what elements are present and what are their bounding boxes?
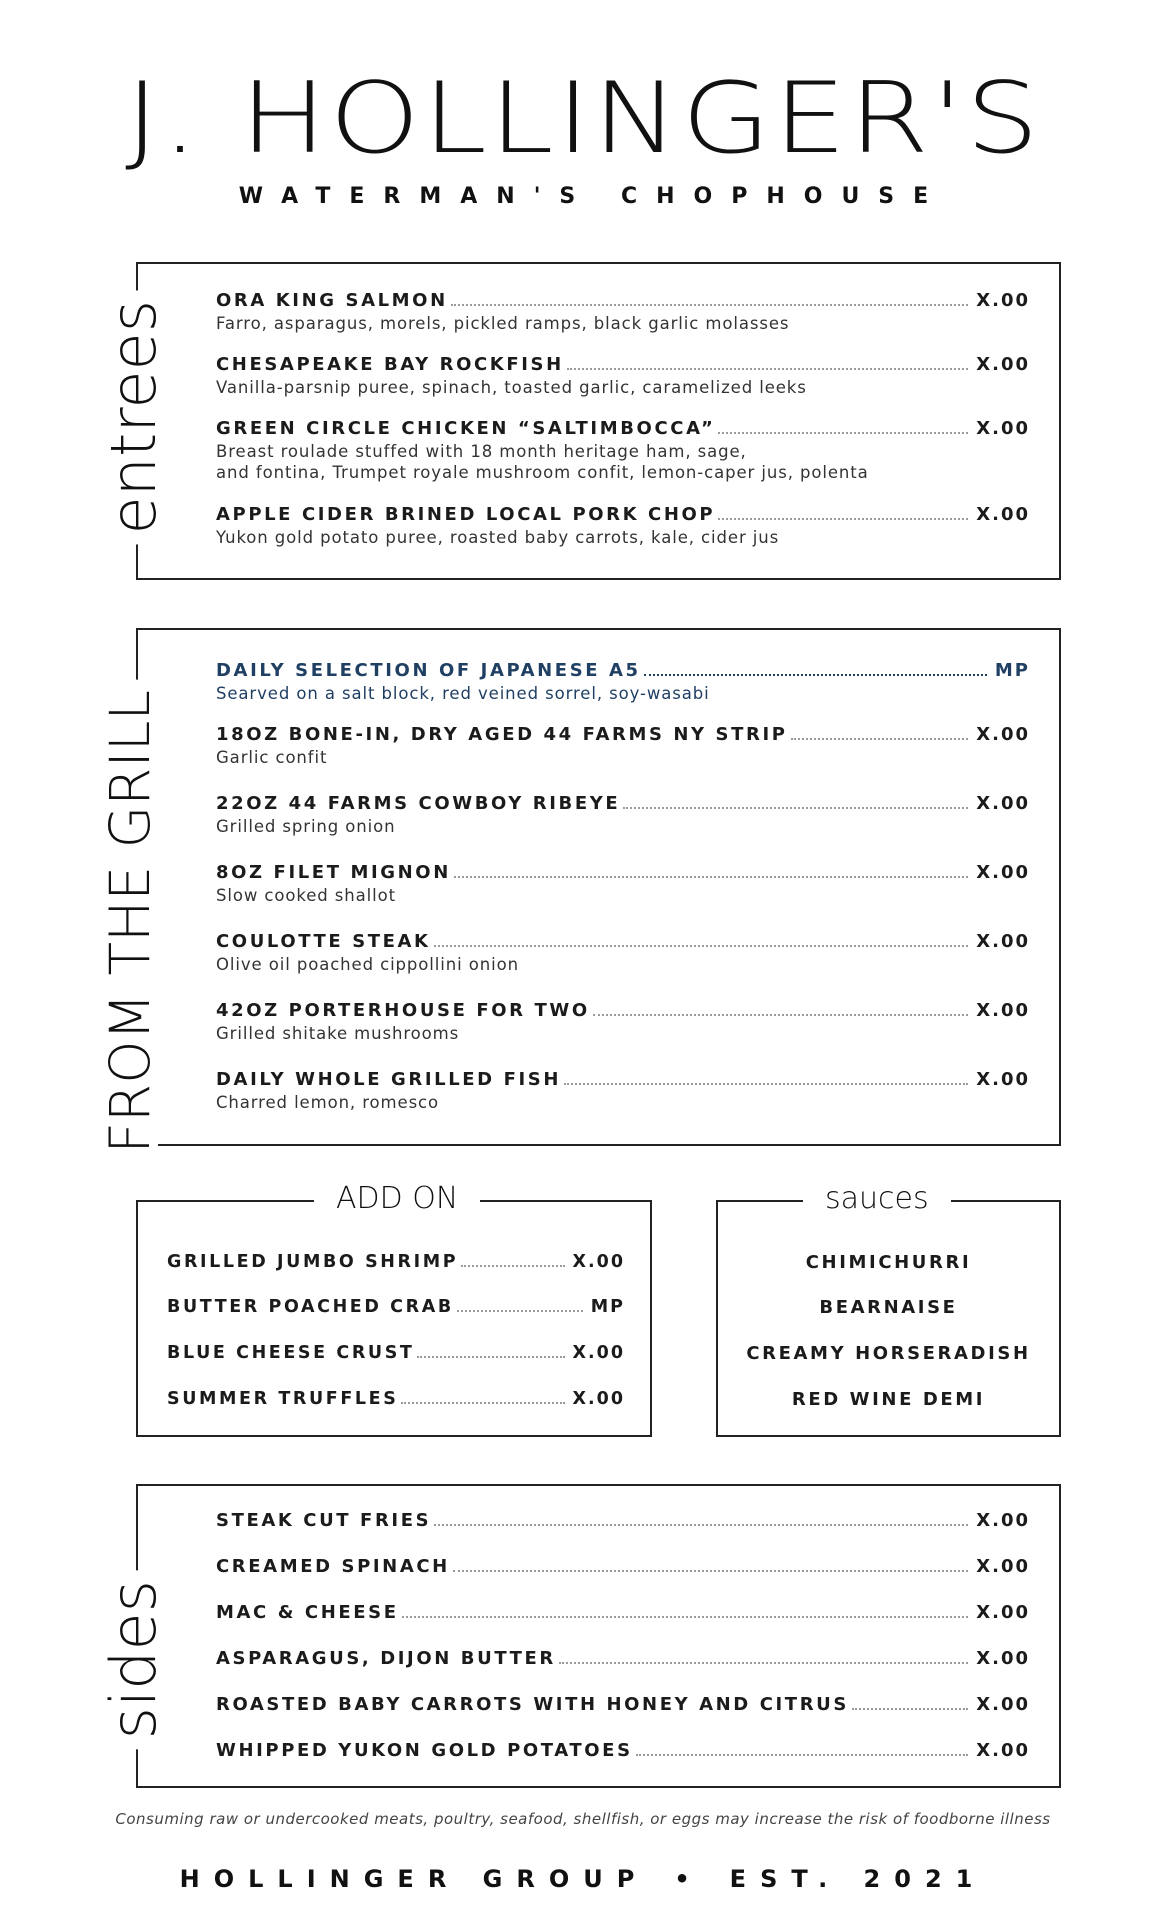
footer-separator: • [674,1865,704,1893]
dot-leader [417,1356,564,1358]
dot-leader [567,368,968,370]
item-name: GRILLED JUMBO SHRIMP [167,1252,459,1272]
food-safety-disclaimer: Consuming raw or undercooked meats, poultry, seafood, shellfish, or eggs may increase the risk of foodborne illness [115,1810,1051,1828]
item-price: MP [994,660,1030,681]
menu-item [216,724,1030,768]
addon-section-title: ADD ON [314,1184,480,1214]
dot-leader [461,1265,564,1267]
item-price: X.00 [976,1694,1030,1715]
dot-leader [434,945,969,947]
item-description: Charred lemon, romesco [216,1093,440,1112]
item-price: X.00 [976,1602,1030,1623]
item-name: DAILY WHOLE GRILLED FISH [216,1069,561,1090]
item-description: Slow cooked shallot [216,886,396,905]
item-price: X.00 [572,1252,625,1272]
item-description-line-2: and fontina, Trumpet royale mushroom confit, lemon-caper jus, polenta [216,463,869,482]
menu-item [216,1069,1030,1113]
item-price: MP [590,1297,625,1317]
side-item [216,1556,1030,1577]
entrees-section-title: entrees [103,290,165,544]
item-price: X.00 [976,1648,1030,1669]
item-name: 18OZ BONE-IN, DRY AGED 44 FARMS NY STRIP [216,724,788,745]
item-price: X.00 [976,862,1030,883]
dot-leader [402,1616,969,1618]
dot-leader [454,876,968,878]
menu-item [216,1000,1030,1044]
footer [0,1865,1166,1893]
addon-item [167,1343,625,1363]
item-name: 42OZ PORTERHOUSE FOR TWO [216,1000,590,1021]
item-name: GREEN CIRCLE CHICKEN “SALTIMBOCCA” [216,418,716,439]
restaurant-logo [0,62,1166,209]
item-name: BLUE CHEESE CRUST [167,1343,415,1363]
item-name: STEAK CUT FRIES [216,1510,432,1531]
menu-item [216,418,1030,483]
dot-leader [593,1014,969,1016]
sauce-item: BEARNAISE [819,1297,958,1318]
item-price: X.00 [976,1069,1030,1090]
sauce-item: RED WINE DEMI [791,1389,986,1410]
item-name: WHIPPED YUKON GOLD POTATOES [216,1740,633,1761]
item-price: X.00 [976,1556,1030,1577]
item-description: Grilled spring onion [216,817,396,836]
item-price: X.00 [976,793,1030,814]
side-item [216,1694,1030,1715]
menu-item [216,793,1030,837]
dot-leader [453,1570,968,1572]
item-name: ASPARAGUS, DIJON BUTTER [216,1648,556,1669]
item-price: X.00 [976,1740,1030,1761]
item-description: Searved on a salt block, red veined sorrel, soy-wasabi [216,684,710,703]
side-item [216,1740,1030,1761]
dot-leader [457,1310,583,1312]
menu-item [216,290,1030,334]
item-price: X.00 [976,504,1030,525]
item-name: DAILY SELECTION OF JAPANESE A5 [216,660,641,681]
item-description: Olive oil poached cippollini onion [216,955,519,974]
dot-leader [644,674,987,676]
item-name: APPLE CIDER BRINED LOCAL PORK CHOP [216,504,716,525]
item-price: X.00 [572,1343,625,1363]
item-name: ORA KING SALMON [216,290,448,311]
side-item [216,1510,1030,1531]
logo-subtitle: WATERMAN'S CHOPHOUSE [238,184,948,209]
item-description: Farro, asparagus, morels, pickled ramps, black garlic molasses [216,314,790,333]
menu-item [216,862,1030,906]
dot-leader [852,1708,968,1710]
dot-leader [718,432,968,434]
item-price: X.00 [976,290,1030,311]
item-name: SUMMER TRUFFLES [167,1389,399,1409]
item-description: Breast roulade stuffed with 18 month heritage ham, sage, [216,442,747,461]
sauces-section-title: sauces [803,1184,951,1214]
addon-item [167,1389,625,1409]
item-price: X.00 [976,931,1030,952]
item-name: COULOTTE STEAK [216,931,431,952]
dot-leader [564,1083,968,1085]
item-price: X.00 [976,1000,1030,1021]
item-description: Yukon gold potato puree, roasted baby carrots, kale, cider jus [216,528,780,547]
item-price: X.00 [976,418,1030,439]
item-name: CHESAPEAKE BAY ROCKFISH [216,354,564,375]
dot-leader [434,1524,968,1526]
item-name: CREAMED SPINACH [216,1556,450,1577]
dot-leader [559,1662,968,1664]
dot-leader [401,1402,564,1404]
item-price: X.00 [976,724,1030,745]
item-description: Garlic confit [216,748,328,767]
side-item [216,1648,1030,1669]
dot-leader [791,738,969,740]
menu-item [216,504,1030,548]
dot-leader [451,304,968,306]
dot-leader [718,518,968,520]
menu-item [216,354,1030,398]
item-description: Grilled shitake mushrooms [216,1024,460,1043]
item-price: X.00 [572,1389,625,1409]
item-description: Vanilla-parsnip puree, spinach, toasted garlic, caramelized leeks [216,378,807,397]
item-name: MAC & CHEESE [216,1602,399,1623]
addon-item [167,1252,625,1272]
logo-title: J. HOLLINGER'S [124,62,1042,176]
addon-item [167,1297,625,1317]
dot-leader [623,807,968,809]
item-name: ROASTED BABY CARROTS WITH HONEY AND CITRUS [216,1694,849,1715]
dot-leader [636,1754,969,1756]
item-name: 8OZ FILET MIGNON [216,862,451,883]
menu-item-featured [216,660,1030,704]
sides-section-title: sides [103,1570,165,1749]
item-price: X.00 [976,1510,1030,1531]
item-name: BUTTER POACHED CRAB [167,1297,454,1317]
item-price: X.00 [976,354,1030,375]
menu-item [216,931,1030,975]
side-item [216,1602,1030,1623]
sauce-item: CHIMICHURRI [805,1252,972,1273]
grill-section-title: FROM THE GRILL [103,680,158,1164]
footer-group-name: HOLLINGER GROUP [179,1865,649,1893]
sauce-item: CREAMY HORSERADISH [746,1343,1031,1364]
footer-established: EST. 2021 [729,1865,987,1893]
item-name: 22OZ 44 FARMS COWBOY RIBEYE [216,793,621,814]
